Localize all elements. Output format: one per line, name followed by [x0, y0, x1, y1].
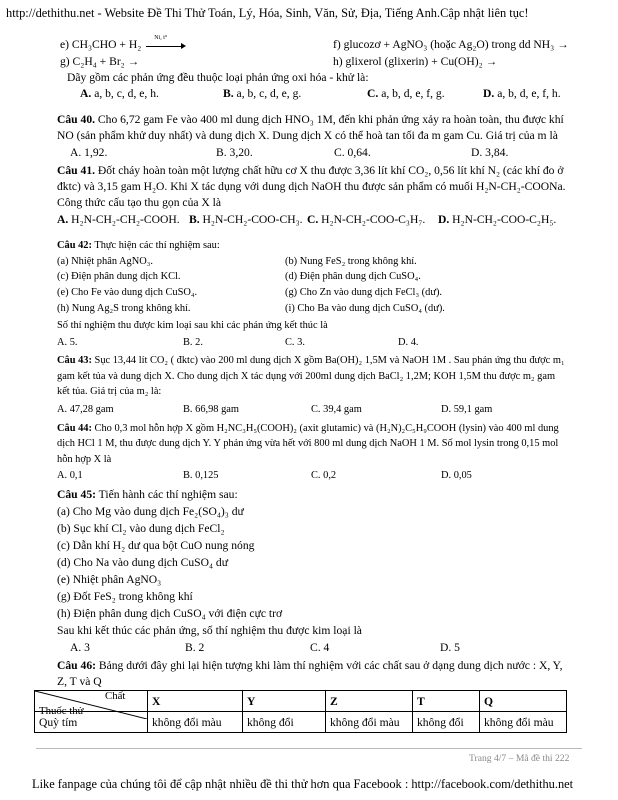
- column-header: X: [148, 691, 243, 712]
- q45-option-a: A. 3: [70, 641, 90, 654]
- table-cell: không đổi: [413, 712, 480, 733]
- q41-option-d: D. H₂N-CH₂-COO-C₂H₅.: [438, 213, 557, 226]
- q42-question: Số thí nghiệm thu được kim loại sau khi các phản ứng kết thúc là: [57, 320, 328, 331]
- q40-line2: NO (sản phẩm khử duy nhất) và dung dịch X. Dung dịch X có thể hoà tan tối đa m gam Cu. Giá trị của m là: [57, 129, 558, 142]
- table-cell: không đổi màu: [480, 712, 567, 733]
- q45-item: (b) Sục khí Cl₂ vào dung dịch FeCl₂: [57, 522, 225, 535]
- q45-item: (c) Dẫn khí H₂ dư qua bột CuO nung nóng: [57, 539, 255, 552]
- q40-option-a: A. 1,92.: [70, 146, 108, 159]
- q44-line2: dịch HCl 1 M, thu được dung dịch Y. Y phản ứng vừa hết với 800 ml dung dịch NaOH 1 M. Số mol lysin trong 0,15 mol: [57, 438, 559, 449]
- corner-top-label: Chất: [105, 690, 126, 702]
- q42-item: (h) Nung Ag₂S trong không khí.: [57, 303, 191, 314]
- q45-item: (h) Điện phân dung dịch CuSO₄ với điện cực trơ: [57, 607, 283, 620]
- reaction-f: f) glucozơ + AgNO₃ (hoặc Ag₂O) trong dd NH₃ →: [333, 38, 569, 51]
- table-cell: không đổi: [243, 712, 326, 733]
- reaction-option-d: D. a, b, d, e, f, h.: [483, 87, 561, 100]
- reaction-g: g) C₂H₄ + Br₂ →: [60, 55, 140, 68]
- reaction-e: [60, 35, 188, 51]
- reaction-h: h) glixerol (glixerin) + Cu(OH)₂ →: [333, 55, 498, 68]
- q42-item: (g) Cho Zn vào dung dịch FeCl₃ (dư).: [285, 287, 443, 298]
- q42-item: (c) Điện phân dung dịch KCl.: [57, 271, 181, 282]
- q41-option-c: C. H₂N-CH₂-COO-C₃H₇.: [307, 213, 426, 226]
- reaction-option-c: C. a, b, d, e, f, g.: [367, 87, 445, 100]
- q40-option-b: B. 3,20.: [216, 146, 253, 159]
- q44-option-c: C. 0,2: [311, 470, 337, 481]
- q43-option-b: B. 66,98 gam: [183, 404, 239, 415]
- q42-option-a: A. 5.: [57, 337, 78, 348]
- q44-line1: Câu 44: Cho 0,3 mol hỗn hợp X gồm H₂NC₃H₅(COOH)₂ (axit glutamic) và (H₂N)₂C₅H₉COOH (lysin) vào 400 ml dung: [57, 423, 559, 434]
- q45-question: Sau khi kết thúc các phản ứng, số thí nghiệm thu được kim loại là: [57, 624, 362, 637]
- q42-item: (d) Điện phân dung dịch CuSO₄.: [285, 271, 421, 282]
- q42-item: (e) Cho Fe vào dung dịch CuSO₄.: [57, 287, 198, 298]
- q43-line1: Câu 43: Sục 13,44 lít CO₂ ( đktc) vào 200 ml dung dịch X gồm Ba(OH)₂ 1,5M và NaOH 1M . Sau phản ứng thu được m₁: [57, 355, 565, 366]
- table-cell: không đổi màu: [148, 712, 243, 733]
- q43-option-c: C. 39,4 gam: [311, 404, 362, 415]
- q45-option-c: C. 4: [310, 641, 330, 654]
- q46-line2: Z, T và Q: [57, 675, 102, 688]
- footer-divider: [36, 748, 582, 749]
- reaction-option-a: A. a, b, c, d, e, h.: [80, 87, 159, 100]
- reaction-condition: Ni, t°: [154, 35, 168, 42]
- column-header: Y: [243, 691, 326, 712]
- column-header: T: [413, 691, 480, 712]
- page-number: Trang 4/7 – Mã đề thi 222: [469, 753, 570, 764]
- q44-option-d: D. 0,05: [441, 470, 472, 481]
- experiment-table: [34, 690, 567, 733]
- q43-line3: kết tủa. Giá trị của m₂ là:: [57, 386, 162, 397]
- q42-option-b: B. 2.: [183, 337, 203, 348]
- q44-line3: hỗn hợp X là: [57, 454, 112, 465]
- table-corner-cell: [35, 690, 148, 717]
- row-label: Quỳ tím: [35, 712, 148, 733]
- q41-option-a: A. H₂N-CH₂-CH₂-COOH.: [57, 213, 180, 226]
- q44-option-a: A. 0,1: [57, 470, 83, 481]
- q45-item: (d) Cho Na vào dung dịch CuSO₄ dư: [57, 556, 229, 569]
- q44-option-b: B. 0,125: [183, 470, 219, 481]
- q42-intro: Câu 42: Thực hiện các thí nghiệm sau:: [57, 240, 220, 251]
- table-cell: không đổi màu: [326, 712, 413, 733]
- q42-item: (b) Nung FeS₂ trong không khí.: [285, 256, 417, 267]
- arrow-icon: [146, 35, 186, 49]
- reaction-e-text: e) CH₃CHO + H₂: [60, 38, 142, 51]
- q42-item: (a) Nhiệt phân AgNO₃.: [57, 256, 153, 267]
- q43-line2: gam kết tủa và dung dịch X. Cho dung dịch X tác dụng với 200ml dung dịch BaCl₂ 1,2M; KOH 1,5M thu được m₂ gam: [57, 371, 556, 382]
- q41-line3: Công thức cấu tạo thu gọn của X là: [57, 196, 222, 209]
- q45-item: (a) Cho Mg vào dung dịch Fe₂(SO₄)₃ dư: [57, 505, 244, 518]
- q41-line2: đktc) và 3,15 gam H₂O. Khi X tác dụng với dung dịch NaOH thu được sản phẩm có muối H₂N-CH₂-COONa.: [57, 180, 566, 193]
- corner-bottom-label: Thuốc thử: [39, 705, 84, 717]
- q40-option-c: C. 0,64.: [334, 146, 371, 159]
- q42-option-d: D. 4.: [398, 337, 419, 348]
- q43-option-d: D. 59,1 gam: [441, 404, 493, 415]
- q42-item: (i) Cho Ba vào dung dịch CuSO₄ (dư).: [285, 303, 445, 314]
- column-header: Q: [480, 691, 567, 712]
- q41-option-b: B. H₂N-CH₂-COO-CH₃.: [189, 213, 303, 226]
- q40-option-d: D. 3,84.: [471, 146, 509, 159]
- reaction-option-b: B. a, b, c, d, e, g.: [223, 87, 302, 100]
- q40-line1: Câu 40. Cho 6,72 gam Fe vào 400 ml dung dịch HNO₃ 1M, đến khi phản ứng xảy ra hoàn toàn, thu được khí: [57, 113, 564, 126]
- column-header: Z: [326, 691, 413, 712]
- q45-intro: Câu 45: Tiến hành các thí nghiệm sau:: [57, 488, 238, 501]
- table-header-row: [35, 691, 567, 712]
- q42-option-c: C. 3.: [285, 337, 305, 348]
- q41-line1: Câu 41. Đốt cháy hoàn toàn một lượng chất hữu cơ X thu được 3,36 lít khí CO₂, 0,56 lít khí N₂ (các khí đo ở: [57, 164, 564, 177]
- q43-option-a: A. 47,28 gam: [57, 404, 114, 415]
- page-footer: Like fanpage của chúng tôi để cập nhật nhiều đề thi thử hơn qua Facebook : http://facebook.com/dethithu.net: [32, 777, 574, 791]
- q45-item: (g) Đốt FeS₂ trong không khí: [57, 590, 193, 603]
- reaction-question: Dãy gồm các phản ứng đều thuộc loại phản ứng oxi hóa - khử là:: [67, 71, 369, 84]
- q45-option-b: B. 2: [185, 641, 205, 654]
- q46-line1: Câu 46: Bảng dưới đây ghi lại hiện tượng khi làm thí nghiệm với các chất sau ở dạng dung dịch nước : X, Y,: [57, 659, 563, 672]
- page-header: http://dethithu.net - Website Đề Thi Thử Toán, Lý, Hóa, Sinh, Văn, Sử, Địa, Tiếng Anh.Cập nhật liên tục!: [6, 6, 529, 20]
- q45-item: (e) Nhiệt phân AgNO₃: [57, 573, 162, 586]
- q45-option-d: D. 5: [440, 641, 460, 654]
